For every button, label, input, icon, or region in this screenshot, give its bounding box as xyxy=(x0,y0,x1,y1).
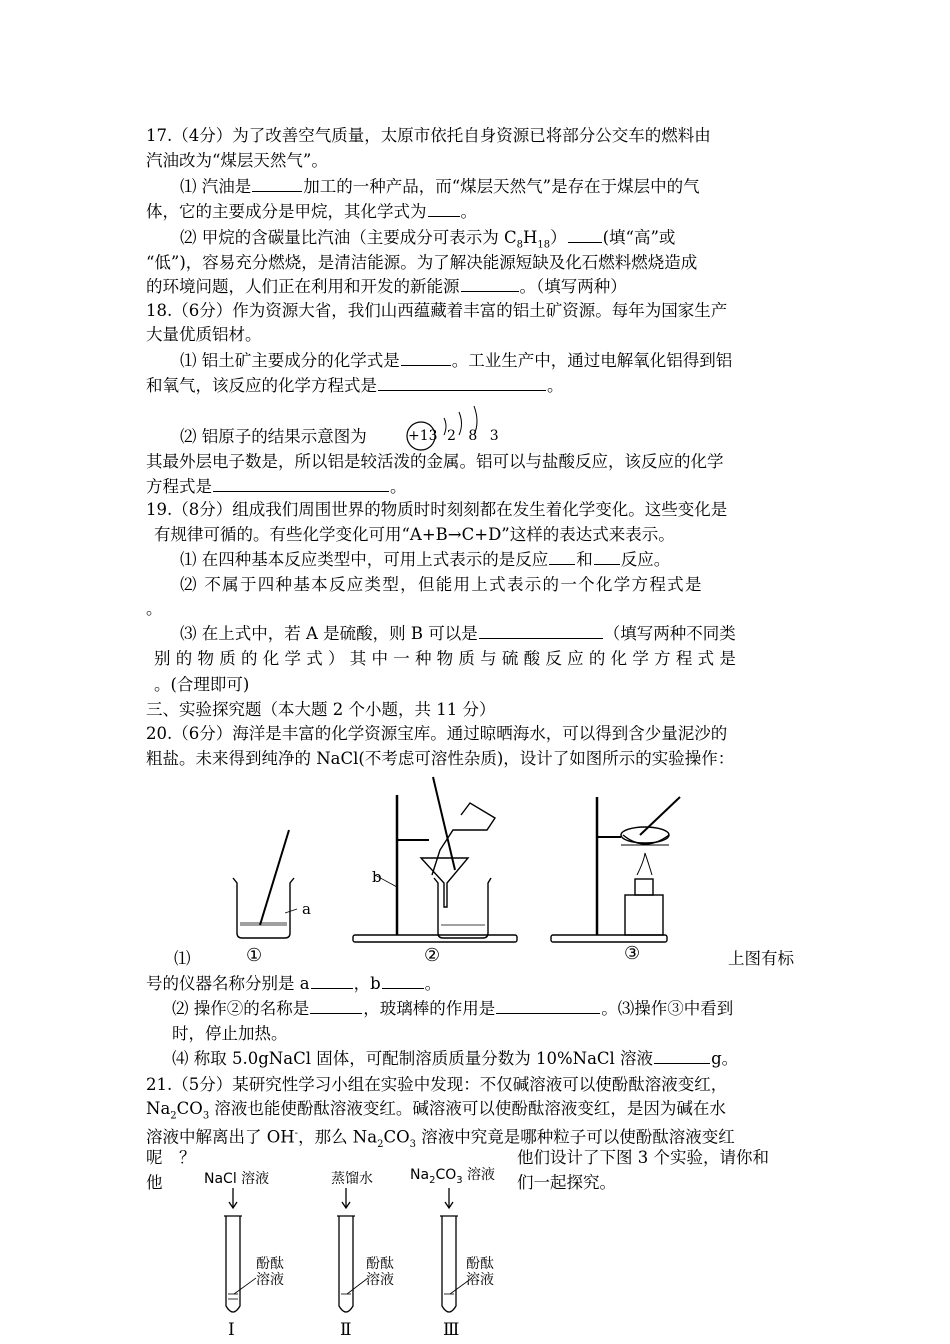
tube2-roman-label: Ⅱ xyxy=(340,1320,352,1340)
q19-line7: 别 的 物 质 的 化 学 式 ） 其 中 一 种 物 质 与 硫 酸 反 应 的 化 学 方 程 式 是 xyxy=(154,649,736,668)
q20-line5: ⑵ 操作②的名称是 ，玻璃棒的作用是 。⑶操作③中看到 xyxy=(172,999,734,1018)
figure-3-label: ③ xyxy=(624,943,641,964)
q19-line8: 。(合理即可) xyxy=(154,675,250,694)
q20-line3-right: 上图有标 xyxy=(728,949,794,968)
q19-line4: ⑵ 不属于四种基本反应类型，但能用上式表示的一个化学方程式是 xyxy=(180,575,703,594)
blank[interactable] xyxy=(310,998,362,1014)
evaporation-stand xyxy=(551,797,680,942)
tube2-reagent-label: 蒸馏水 xyxy=(331,1171,373,1187)
tube2-indicator-label: 酚酞 溶液 xyxy=(366,1256,394,1288)
q17-line2: 汽油改为“煤层天然气”。 xyxy=(146,151,328,170)
q18-line7: 方程式是 。 xyxy=(146,477,407,496)
blank[interactable] xyxy=(461,276,519,292)
blank[interactable] xyxy=(479,623,603,639)
atom-nucleus: +13 xyxy=(408,428,438,444)
blank[interactable] xyxy=(213,476,389,492)
q19-line5: 。 xyxy=(146,599,163,618)
atom-shells: 2 8 3 xyxy=(447,428,503,444)
q19-line3: ⑴ 在四种基本反应类型中，可用上式表示的是反应 和 反应。 xyxy=(180,550,671,569)
q21-line4-right: 他们设计了下图 3 个实验，请你和 xyxy=(517,1148,769,1167)
filtration-stand xyxy=(353,777,517,942)
section-heading: 三、实验探究题（本大题 2 个小题，共 11 分） xyxy=(146,700,496,719)
q21-line5-right: 们一起探究。 xyxy=(517,1173,616,1192)
q21-line5-left: 他 xyxy=(146,1173,163,1192)
label-b: b xyxy=(372,868,382,886)
q18-line2: 大量优质铝材。 xyxy=(146,325,262,344)
blank[interactable] xyxy=(378,375,546,391)
q19-line6: ⑶ 在上式中，若 A 是硫酸，则 B 可以是 （填写两种不同类 xyxy=(180,624,736,643)
q18-line5: ⑵ 铝原子的结果示意图为 xyxy=(180,427,367,446)
q17-line1: 17.（4分）为了改善空气质量，太原市依托自身资源已将部分公交车的燃料由 xyxy=(146,126,711,145)
blank[interactable] xyxy=(252,176,302,192)
q19-line1: 19.（8分）组成我们周围世界的物质时时刻刻都在发生着化学变化。这些变化是 xyxy=(146,500,728,519)
blank[interactable] xyxy=(311,973,353,989)
q21-line1: 21.（5分）某研究性学习小组在实验中发现：不仅碱溶液可以使酚酞溶液变红， xyxy=(146,1075,728,1094)
q20-line6: 时，停止加热。 xyxy=(172,1024,288,1043)
blank[interactable] xyxy=(496,998,600,1014)
q20-line2: 粗盐。未来得到纯净的 NaCl(不考虑可溶性杂质)，设计了如图所示的实验操作： xyxy=(146,749,735,768)
label-a: a xyxy=(302,900,311,918)
tube1-indicator-label: 酚酞 溶液 xyxy=(256,1256,284,1288)
q18-line3: ⑴ 铝土矿主要成分的化学式是 。工业生产中，通过电解氧化铝得到铝 xyxy=(180,351,733,370)
q17-line3: ⑴ 汽油是 加工的一种产品，而“煤层天然气”是存在于煤层中的气 xyxy=(180,177,700,196)
q17-line7: 的环境问题，人们正在利用和开发的新能源 。（填写两种） xyxy=(146,277,627,296)
q21-line2: $Na_2CO_3$ 溶液也能使酚酞溶液变红。碱溶液可以使酚酞溶液变红，是因为碱在水 xyxy=(146,1099,726,1122)
blank[interactable] xyxy=(568,227,602,243)
blank[interactable] xyxy=(428,201,460,217)
q18-line1: 18.（6分）作为资源大省，我们山西蕴藏着丰富的铝土矿资源。每年为国家生产 xyxy=(146,301,728,320)
q21-line4-left: 呢 ？ xyxy=(146,1148,196,1167)
blank[interactable] xyxy=(594,549,620,565)
tube3-reagent-label: $Na_2CO_3$ 溶液 xyxy=(410,1167,496,1186)
blank[interactable] xyxy=(654,1048,710,1064)
q20-line7: ⑷ 称取 5.0gNaCl 固体，可配制溶质质量分数为 10%NaCl 溶液 g。 xyxy=(172,1049,739,1068)
tube3-roman-label: Ⅲ xyxy=(443,1320,460,1340)
experiment-apparatus-figure xyxy=(225,775,685,950)
q17-line4: 体，它的主要成分是甲烷，其化学式为 。 xyxy=(146,202,477,221)
blank[interactable] xyxy=(401,350,451,366)
q18-line6: 其最外层电子数是，所以铝是较活泼的金属。铝可以与盐酸反应，该反应的化学 xyxy=(146,452,724,471)
q18-line4: 和氧气，该反应的化学方程式是 。 xyxy=(146,376,564,395)
q21-line3: 溶液中解离出了 OH-，那么 $Na_2CO_3$ 溶液中究竟是哪种粒子可以使酚酞溶液变红 xyxy=(146,1127,735,1150)
beaker-dissolving xyxy=(233,830,297,938)
q19-line2: 有规律可循的。有些化学变化可用“A+B→C+D”这样的表达式来表示。 xyxy=(154,525,675,544)
blank[interactable] xyxy=(382,973,424,989)
q20-line1: 20.（6分）海洋是丰富的化学资源宝库。通过晾晒海水，可以得到含少量泥沙的 xyxy=(146,724,728,743)
tube3-indicator-label: 酚酞 溶液 xyxy=(466,1256,494,1288)
q20-line3-left: ⑴ xyxy=(174,949,191,968)
q17-line5: ⑵ 甲烷的含碳量比汽油（主要成分可表示为 $C_8H_{18}$） (填“高”或 xyxy=(180,228,676,251)
figure-2-label: ② xyxy=(424,945,441,966)
blank[interactable] xyxy=(549,549,575,565)
q17-line6: “低”)，容易充分燃烧，是清洁能源。为了解决能源短缺及化石燃料燃烧造成 xyxy=(146,253,698,272)
tube1-reagent-label: NaCl 溶液 xyxy=(204,1171,270,1187)
figure-1-label: ① xyxy=(246,945,263,966)
tube1-roman-label: Ⅰ xyxy=(228,1320,235,1340)
q20-line4: 号的仪器名称分别是 a ，b 。 xyxy=(146,974,442,993)
